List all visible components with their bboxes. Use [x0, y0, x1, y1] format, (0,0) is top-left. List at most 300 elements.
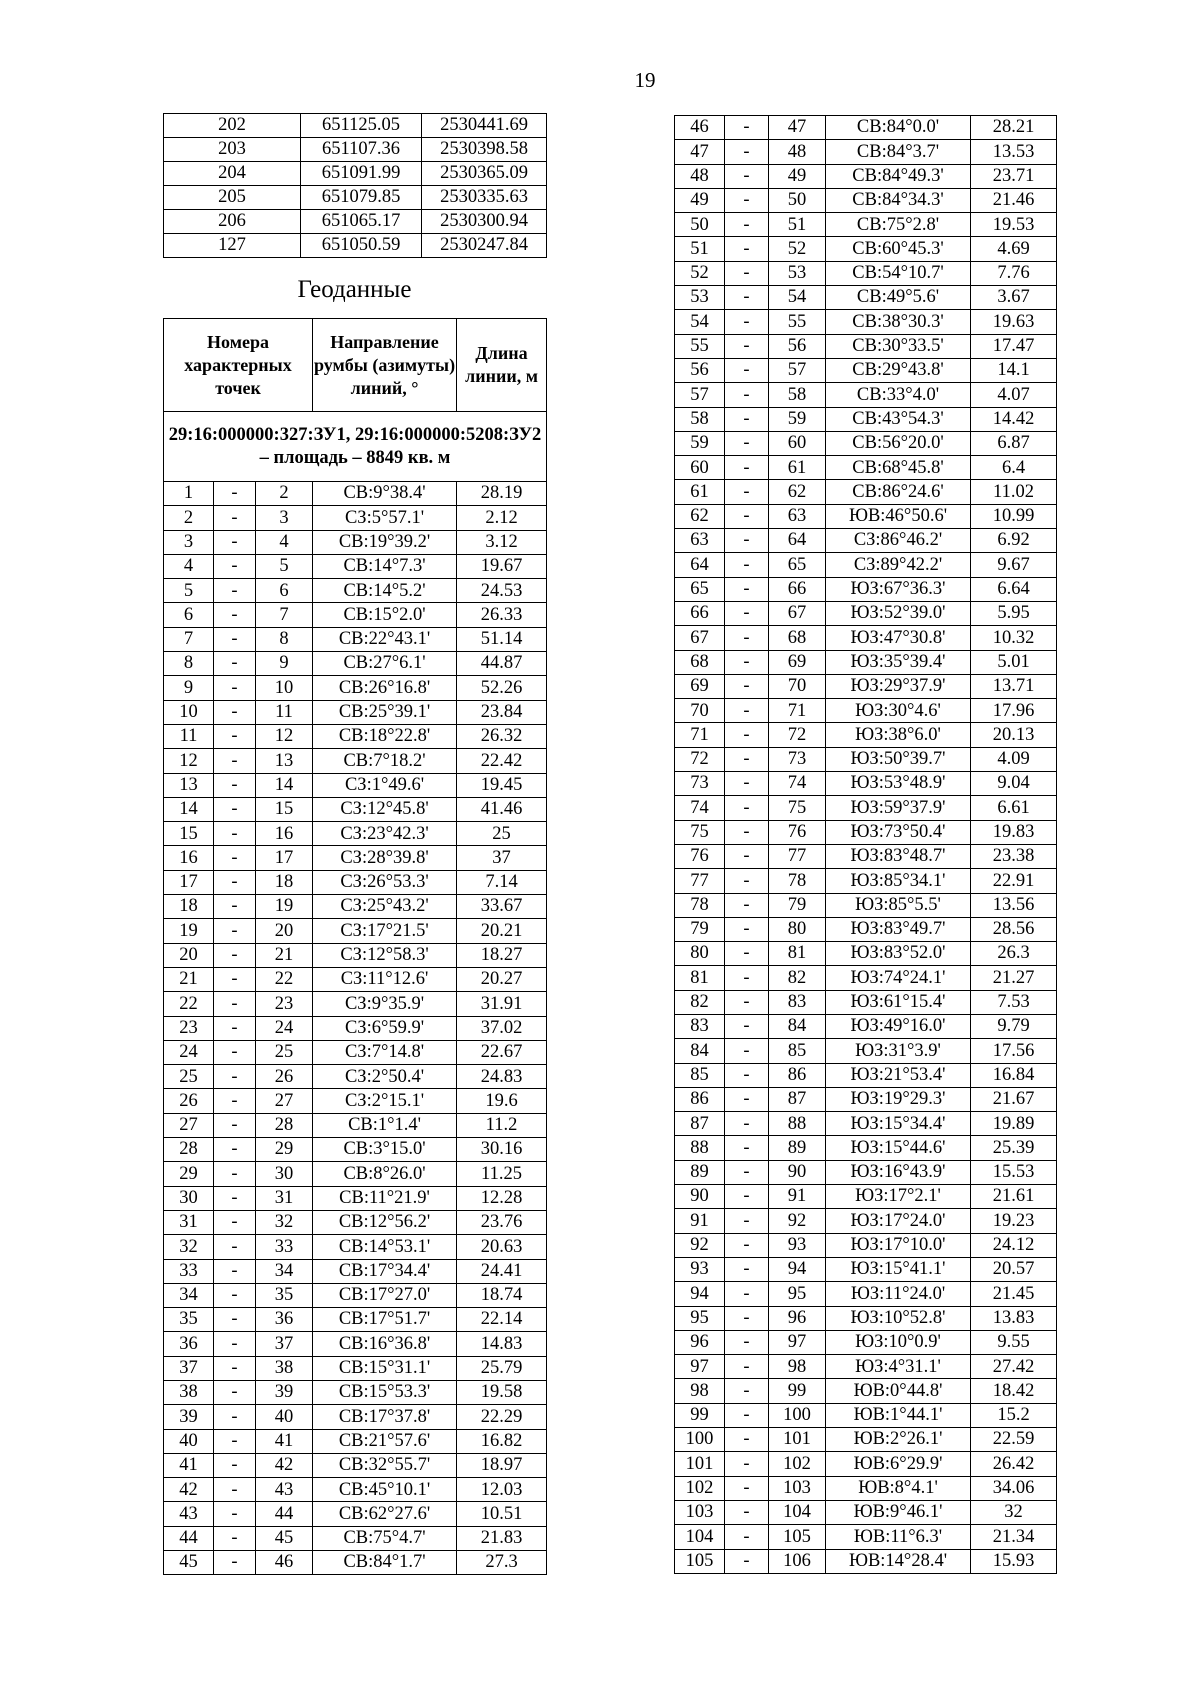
table-row — [164, 1162, 547, 1186]
dash-cell: - — [214, 1429, 256, 1453]
length-cell: 41.46 — [457, 797, 547, 821]
to-point-cell: 61 — [769, 456, 826, 480]
length-cell: 19.23 — [971, 1209, 1057, 1233]
direction-cell: СВ:12°56.2' — [313, 1210, 457, 1234]
dash-cell: - — [725, 116, 769, 140]
from-point-cell: 17 — [164, 870, 214, 894]
direction-cell: ЮВ:8°4.1' — [826, 1476, 971, 1500]
geodata-left-body — [164, 412, 547, 1575]
table-row — [675, 601, 1057, 625]
to-point-cell: 77 — [769, 844, 826, 868]
table-row — [675, 626, 1057, 650]
direction-cell: ЮЗ:10°0.9' — [826, 1330, 971, 1354]
to-point-cell: 62 — [769, 480, 826, 504]
direction-cell: СВ:26°16.8' — [313, 676, 457, 700]
direction-cell: ЮЗ:17°10.0' — [826, 1233, 971, 1257]
dash-cell: - — [725, 286, 769, 310]
x-coordinate-cell: 651065.17 — [301, 210, 422, 234]
table-row — [675, 334, 1057, 358]
to-point-cell: 85 — [769, 1039, 826, 1063]
from-point-cell: 97 — [675, 1355, 725, 1379]
dash-cell: - — [214, 482, 256, 506]
direction-cell: СВ:11°21.9' — [313, 1186, 457, 1210]
table-row — [164, 1089, 547, 1113]
from-point-cell: 91 — [675, 1209, 725, 1233]
dash-cell: - — [725, 1306, 769, 1330]
from-point-cell: 73 — [675, 772, 725, 796]
from-point-cell: 57 — [675, 383, 725, 407]
direction-cell: СЗ:12°58.3' — [313, 943, 457, 967]
length-cell: 13.53 — [971, 140, 1057, 164]
length-cell: 14.83 — [457, 1332, 547, 1356]
length-cell: 12.28 — [457, 1186, 547, 1210]
length-cell: 23.71 — [971, 164, 1057, 188]
table-row — [164, 1551, 547, 1575]
from-point-cell: 90 — [675, 1185, 725, 1209]
direction-cell: ЮЗ:83°49.7' — [826, 917, 971, 941]
dash-cell: - — [214, 700, 256, 724]
length-cell: 21.61 — [971, 1185, 1057, 1209]
coordinates-table — [163, 113, 547, 258]
to-point-cell: 91 — [769, 1185, 826, 1209]
direction-cell: СВ:14°7.3' — [313, 554, 457, 578]
table-row — [675, 407, 1057, 431]
to-point-cell: 8 — [256, 627, 313, 651]
direction-cell: СВ:84°3.7' — [826, 140, 971, 164]
from-point-cell: 84 — [675, 1039, 725, 1063]
direction-cell: ЮЗ:49°16.0' — [826, 1014, 971, 1038]
length-cell: 28.21 — [971, 116, 1057, 140]
table-row — [675, 1282, 1057, 1306]
direction-cell: ЮЗ:17°24.0' — [826, 1209, 971, 1233]
dash-cell: - — [214, 992, 256, 1016]
dash-cell: - — [214, 749, 256, 773]
direction-cell: СВ:7°18.2' — [313, 749, 457, 773]
from-point-cell: 48 — [675, 164, 725, 188]
length-cell: 17.56 — [971, 1039, 1057, 1063]
length-cell: 13.71 — [971, 674, 1057, 698]
to-point-cell: 58 — [769, 383, 826, 407]
to-point-cell: 69 — [769, 650, 826, 674]
from-point-cell: 21 — [164, 967, 214, 991]
dash-cell: - — [725, 1233, 769, 1257]
table-row — [675, 942, 1057, 966]
to-point-cell: 71 — [769, 699, 826, 723]
x-coordinate-cell: 651091.99 — [301, 162, 422, 186]
direction-cell: ЮЗ:67°36.3' — [826, 577, 971, 601]
length-cell: 28.56 — [971, 917, 1057, 941]
length-cell: 21.46 — [971, 188, 1057, 212]
table-row — [675, 1428, 1057, 1452]
dash-cell: - — [725, 1452, 769, 1476]
direction-cell: СВ:19°39.2' — [313, 530, 457, 554]
to-point-cell: 19 — [256, 895, 313, 919]
from-point-cell: 15 — [164, 822, 214, 846]
geodata-right-body — [675, 116, 1057, 1574]
x-coordinate-cell: 651050.59 — [301, 234, 422, 258]
to-point-cell: 33 — [256, 1235, 313, 1259]
length-cell: 22.14 — [457, 1308, 547, 1332]
length-cell: 27.42 — [971, 1355, 1057, 1379]
from-point-cell: 26 — [164, 1089, 214, 1113]
table-row — [675, 383, 1057, 407]
from-point-cell: 51 — [675, 237, 725, 261]
dash-cell: - — [725, 942, 769, 966]
table-row — [675, 1500, 1057, 1524]
length-cell: 19.53 — [971, 213, 1057, 237]
dash-cell: - — [725, 310, 769, 334]
direction-cell: СВ:60°45.3' — [826, 237, 971, 261]
length-cell: 11.25 — [457, 1162, 547, 1186]
from-point-cell: 58 — [675, 407, 725, 431]
table-row — [675, 529, 1057, 553]
table-row — [675, 1549, 1057, 1573]
to-point-cell: 57 — [769, 358, 826, 382]
to-point-cell: 21 — [256, 943, 313, 967]
direction-cell: ЮЗ:85°5.5' — [826, 893, 971, 917]
to-point-cell: 86 — [769, 1063, 826, 1087]
table-row — [675, 577, 1057, 601]
table-row — [164, 162, 547, 186]
dash-cell: - — [214, 530, 256, 554]
dash-cell: - — [725, 1136, 769, 1160]
from-point-cell: 67 — [675, 626, 725, 650]
direction-cell: СВ:17°27.0' — [313, 1283, 457, 1307]
table-row — [164, 895, 547, 919]
direction-cell: СЗ:17°21.5' — [313, 919, 457, 943]
dash-cell: - — [214, 1065, 256, 1089]
length-cell: 19.6 — [457, 1089, 547, 1113]
to-point-cell: 46 — [256, 1551, 313, 1575]
table-row — [675, 1355, 1057, 1379]
from-point-cell: 71 — [675, 723, 725, 747]
dash-cell: - — [725, 480, 769, 504]
direction-cell: СЗ:9°35.9' — [313, 992, 457, 1016]
from-point-cell: 11 — [164, 724, 214, 748]
direction-cell: ЮЗ:74°24.1' — [826, 966, 971, 990]
table-row — [675, 456, 1057, 480]
direction-cell: ЮЗ:10°52.8' — [826, 1306, 971, 1330]
from-point-cell: 53 — [675, 286, 725, 310]
to-point-cell: 74 — [769, 772, 826, 796]
y-coordinate-cell: 2530335.63 — [422, 186, 547, 210]
from-point-cell: 29 — [164, 1162, 214, 1186]
to-point-cell: 101 — [769, 1428, 826, 1452]
direction-cell: СВ:45°10.1' — [313, 1478, 457, 1502]
length-cell: 34.06 — [971, 1476, 1057, 1500]
length-cell: 32 — [971, 1500, 1057, 1524]
direction-cell: СВ:17°34.4' — [313, 1259, 457, 1283]
length-cell: 22.67 — [457, 1040, 547, 1064]
length-cell: 23.76 — [457, 1210, 547, 1234]
to-point-cell: 50 — [769, 188, 826, 212]
from-point-cell: 74 — [675, 796, 725, 820]
table-row — [164, 210, 547, 234]
table-row — [675, 917, 1057, 941]
from-point-cell: 27 — [164, 1113, 214, 1137]
from-point-cell: 55 — [675, 334, 725, 358]
length-cell: 30.16 — [457, 1138, 547, 1162]
direction-cell: СЗ:89°42.2' — [826, 553, 971, 577]
table-row — [675, 310, 1057, 334]
table-row — [164, 724, 547, 748]
to-point-cell: 87 — [769, 1087, 826, 1111]
from-point-cell: 69 — [675, 674, 725, 698]
from-point-cell: 79 — [675, 917, 725, 941]
to-point-cell: 78 — [769, 869, 826, 893]
table-row — [164, 1526, 547, 1550]
dash-cell: - — [725, 1039, 769, 1063]
length-cell: 6.92 — [971, 529, 1057, 553]
direction-cell: СЗ:11°12.6' — [313, 967, 457, 991]
to-point-cell: 94 — [769, 1257, 826, 1281]
dash-cell: - — [725, 1063, 769, 1087]
table-row — [675, 747, 1057, 771]
from-point-cell: 59 — [675, 431, 725, 455]
table-row — [675, 1112, 1057, 1136]
dash-cell: - — [725, 1330, 769, 1354]
direction-cell: ЮВ:46°50.6' — [826, 504, 971, 528]
from-point-cell: 2 — [164, 506, 214, 530]
to-point-cell: 13 — [256, 749, 313, 773]
direction-cell: СЗ:12°45.8' — [313, 797, 457, 821]
table-row — [164, 1308, 547, 1332]
dash-cell: - — [214, 1210, 256, 1234]
direction-cell: ЮВ:14°28.4' — [826, 1549, 971, 1573]
direction-cell: ЮЗ:53°48.9' — [826, 772, 971, 796]
from-point-cell: 60 — [675, 456, 725, 480]
from-point-cell: 47 — [675, 140, 725, 164]
dash-cell: - — [725, 772, 769, 796]
to-point-cell: 66 — [769, 577, 826, 601]
from-point-cell: 88 — [675, 1136, 725, 1160]
length-cell: 22.59 — [971, 1428, 1057, 1452]
dash-cell: - — [214, 1113, 256, 1137]
to-point-cell: 75 — [769, 796, 826, 820]
from-point-cell: 37 — [164, 1356, 214, 1380]
dash-cell: - — [725, 1014, 769, 1038]
length-cell: 5.95 — [971, 601, 1057, 625]
length-cell: 18.42 — [971, 1379, 1057, 1403]
to-point-cell: 53 — [769, 261, 826, 285]
direction-cell: ЮЗ:29°37.9' — [826, 674, 971, 698]
length-cell: 23.38 — [971, 844, 1057, 868]
dash-cell: - — [725, 577, 769, 601]
length-cell: 9.79 — [971, 1014, 1057, 1038]
from-point-cell: 39 — [164, 1405, 214, 1429]
direction-cell: ЮЗ:15°44.6' — [826, 1136, 971, 1160]
table-row — [164, 1453, 547, 1477]
dash-cell: - — [725, 966, 769, 990]
length-cell: 25 — [457, 822, 547, 846]
table-row — [164, 846, 547, 870]
from-point-cell: 81 — [675, 966, 725, 990]
table-row — [164, 554, 547, 578]
from-point-cell: 4 — [164, 554, 214, 578]
to-point-cell: 105 — [769, 1525, 826, 1549]
length-cell: 18.74 — [457, 1283, 547, 1307]
length-cell: 15.53 — [971, 1160, 1057, 1184]
table-row — [675, 213, 1057, 237]
length-cell: 17.96 — [971, 699, 1057, 723]
from-point-cell: 93 — [675, 1257, 725, 1281]
to-point-cell: 34 — [256, 1259, 313, 1283]
point-number-cell: 203 — [164, 138, 301, 162]
dash-cell: - — [725, 723, 769, 747]
dash-cell: - — [214, 1040, 256, 1064]
from-point-cell: 10 — [164, 700, 214, 724]
to-point-cell: 40 — [256, 1405, 313, 1429]
to-point-cell: 76 — [769, 820, 826, 844]
direction-cell: СВ:49°5.6' — [826, 286, 971, 310]
dash-cell: - — [214, 627, 256, 651]
direction-cell: СВ:75°2.8' — [826, 213, 971, 237]
table-row — [675, 286, 1057, 310]
table-row — [164, 1040, 547, 1064]
dash-cell: - — [725, 1525, 769, 1549]
to-point-cell: 90 — [769, 1160, 826, 1184]
from-point-cell: 30 — [164, 1186, 214, 1210]
to-point-cell: 47 — [769, 116, 826, 140]
from-point-cell: 56 — [675, 358, 725, 382]
dash-cell: - — [214, 1478, 256, 1502]
to-point-cell: 29 — [256, 1138, 313, 1162]
table-row — [675, 237, 1057, 261]
length-cell: 3.12 — [457, 530, 547, 554]
to-point-cell: 70 — [769, 674, 826, 698]
direction-cell: СВ:68°45.8' — [826, 456, 971, 480]
table-row — [675, 358, 1057, 382]
direction-cell: СЗ:26°53.3' — [313, 870, 457, 894]
from-point-cell: 105 — [675, 1549, 725, 1573]
to-point-cell: 30 — [256, 1162, 313, 1186]
dash-cell: - — [214, 797, 256, 821]
length-cell: 25.79 — [457, 1356, 547, 1380]
dash-cell: - — [725, 1282, 769, 1306]
parcel-info: 29:16:000000:327:ЗУ1, 29:16:000000:5208:ЗУ2 – площадь – 8849 кв. м — [164, 412, 547, 482]
direction-cell: СВ:38°30.3' — [826, 310, 971, 334]
length-cell: 20.21 — [457, 919, 547, 943]
dash-cell: - — [725, 140, 769, 164]
from-point-cell: 32 — [164, 1235, 214, 1259]
from-point-cell: 80 — [675, 942, 725, 966]
from-point-cell: 38 — [164, 1380, 214, 1404]
from-point-cell: 14 — [164, 797, 214, 821]
direction-cell: ЮЗ:17°2.1' — [826, 1185, 971, 1209]
to-point-cell: 88 — [769, 1112, 826, 1136]
to-point-cell: 82 — [769, 966, 826, 990]
table-row — [675, 261, 1057, 285]
length-cell: 14.42 — [971, 407, 1057, 431]
from-point-cell: 61 — [675, 480, 725, 504]
direction-cell: СВ:56°20.0' — [826, 431, 971, 455]
length-cell: 20.63 — [457, 1235, 547, 1259]
from-point-cell: 83 — [675, 1014, 725, 1038]
from-point-cell: 5 — [164, 579, 214, 603]
to-point-cell: 96 — [769, 1306, 826, 1330]
y-coordinate-cell: 2530300.94 — [422, 210, 547, 234]
to-point-cell: 98 — [769, 1355, 826, 1379]
direction-cell: СЗ:5°57.1' — [313, 506, 457, 530]
table-row — [675, 1476, 1057, 1500]
direction-cell: СВ:43°54.3' — [826, 407, 971, 431]
from-point-cell: 75 — [675, 820, 725, 844]
dash-cell: - — [725, 407, 769, 431]
to-point-cell: 106 — [769, 1549, 826, 1573]
table-row — [675, 116, 1057, 140]
direction-cell: СВ:84°1.7' — [313, 1551, 457, 1575]
to-point-cell: 42 — [256, 1453, 313, 1477]
from-point-cell: 43 — [164, 1502, 214, 1526]
to-point-cell: 48 — [769, 140, 826, 164]
from-point-cell: 92 — [675, 1233, 725, 1257]
to-point-cell: 80 — [769, 917, 826, 941]
table-row — [675, 1306, 1057, 1330]
table-row — [164, 603, 547, 627]
table-row — [675, 553, 1057, 577]
to-point-cell: 102 — [769, 1452, 826, 1476]
table-row — [164, 870, 547, 894]
direction-cell: СВ:14°5.2' — [313, 579, 457, 603]
length-cell: 21.34 — [971, 1525, 1057, 1549]
direction-cell: ЮЗ:4°31.1' — [826, 1355, 971, 1379]
x-coordinate-cell: 651079.85 — [301, 186, 422, 210]
table-row — [164, 627, 547, 651]
table-row — [675, 674, 1057, 698]
dash-cell: - — [725, 334, 769, 358]
length-cell: 18.27 — [457, 943, 547, 967]
dash-cell: - — [725, 1379, 769, 1403]
table-row — [675, 504, 1057, 528]
table-row — [164, 114, 547, 138]
direction-cell: ЮЗ:52°39.0' — [826, 601, 971, 625]
table-row — [675, 966, 1057, 990]
geodata-header-row — [164, 319, 547, 412]
dash-cell: - — [725, 213, 769, 237]
table-row — [675, 140, 1057, 164]
direction-cell: ЮЗ:83°48.7' — [826, 844, 971, 868]
dash-cell: - — [725, 820, 769, 844]
length-cell: 6.61 — [971, 796, 1057, 820]
from-point-cell: 62 — [675, 504, 725, 528]
x-coordinate-cell: 651125.05 — [301, 114, 422, 138]
length-cell: 13.83 — [971, 1306, 1057, 1330]
from-point-cell: 20 — [164, 943, 214, 967]
dash-cell: - — [725, 893, 769, 917]
dash-cell: - — [725, 990, 769, 1014]
to-point-cell: 5 — [256, 554, 313, 578]
length-cell: 9.55 — [971, 1330, 1057, 1354]
table-row — [675, 431, 1057, 455]
direction-cell: СВ:86°24.6' — [826, 480, 971, 504]
direction-cell: СЗ:6°59.9' — [313, 1016, 457, 1040]
table-row — [164, 506, 547, 530]
direction-cell: СВ:15°53.3' — [313, 1380, 457, 1404]
length-cell: 21.67 — [971, 1087, 1057, 1111]
length-cell: 21.45 — [971, 1282, 1057, 1306]
to-point-cell: 83 — [769, 990, 826, 1014]
table-row — [675, 1379, 1057, 1403]
dash-cell: - — [725, 456, 769, 480]
from-point-cell: 31 — [164, 1210, 214, 1234]
dash-cell: - — [725, 1087, 769, 1111]
from-point-cell: 72 — [675, 747, 725, 771]
dash-cell: - — [725, 699, 769, 723]
to-point-cell: 15 — [256, 797, 313, 821]
from-point-cell: 9 — [164, 676, 214, 700]
from-point-cell: 94 — [675, 1282, 725, 1306]
table-row — [164, 1138, 547, 1162]
